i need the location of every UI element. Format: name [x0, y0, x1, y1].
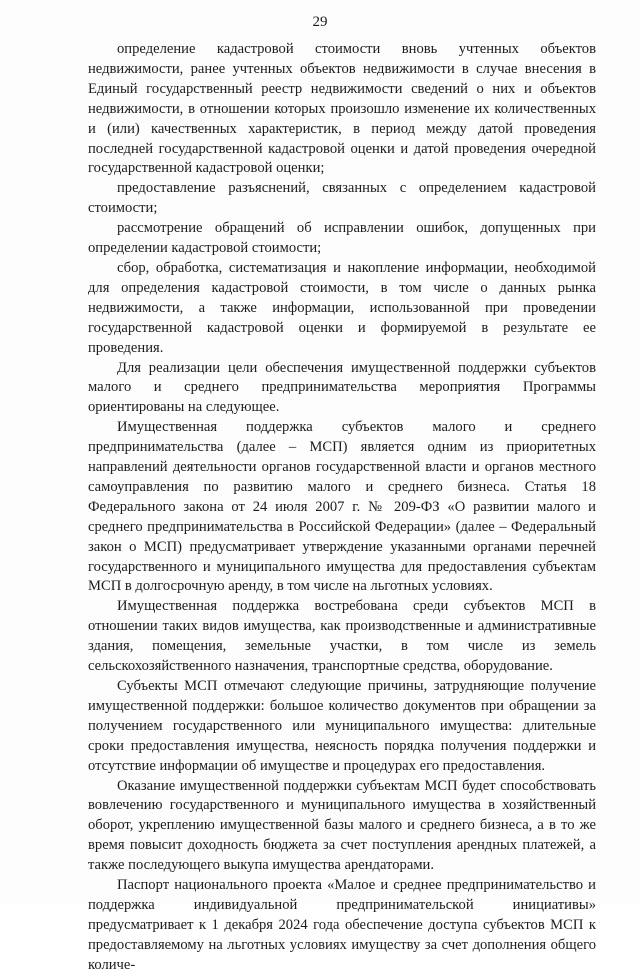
paragraph: сбор, обработка, систематизация и накопление информации, необходимой для определения кадастровой стоимости, в том числе о данных рынка недвижимости, а также информации, использованной при проведении государственной кадастровой оценки и формируемой в результате ее проведения.	[88, 259, 596, 356]
paragraph: предоставление разъяснений, связанных с определением кадастровой стоимости;	[88, 180, 596, 217]
paragraph: Паспорт национального проекта «Малое и среднее предпринимательство и поддержка индивидуальной предпринимательской инициативы» предусматривает к 1 декабря 2024 года обеспечение доступа субъектов МСП к предоставляемому на льготных условиях имуществу за счет дополнения общего количе-	[88, 877, 596, 973]
paragraph: Имущественная поддержка субъектов малого и среднего предпринимательства (далее – МСП) является одним из приоритетных направлений деятельности органов государственной власти и органов местного самоуправления по развитию малого и среднего бизнеса. Статья 18 Федерального закона от 24 июля 2007 г. № 209-ФЗ «О развитии малого и среднего предпринимательства в Российской Федерации» (далее – Федеральный закон о МСП) предусматривает утверждение указанными органами перечней государственного и муниципального имущества для предоставления субъектам МСП в долгосрочную аренду, в том числе на льготных условиях.	[88, 419, 596, 595]
document-body	[88, 40, 596, 976]
paragraph: рассмотрение обращений об исправлении ошибок, допущенных при определении кадастровой стоимости;	[88, 220, 596, 257]
paragraph: Оказание имущественной поддержки субъектам МСП будет способствовать вовлечению государственного и муниципального имущества в хозяйственный оборот, укреплению имущественной базы малого и среднего бизнеса, а в то же время повысит доходность бюджета за счет поступления арендных платежей, а также последующего выкупа имущества арендаторами.	[88, 777, 596, 874]
paragraph: определение кадастровой стоимости вновь учтенных объектов недвижимости, ранее учтенных объектов недвижимости в случае внесения в Единый государственный реестр недвижимости сведений о них и объектов недвижимости, в отношении которых произошло изменение их количественных и (или) качественных характеристик, в период между датой проведения последней государственной кадастровой оценки и датой проведения очередной государственной кадастровой оценки;	[88, 41, 596, 177]
paragraph: Для реализации цели обеспечения имущественной поддержки субъектов малого и среднего предпринимательства мероприятия Программы ориентированы на следующее.	[88, 359, 596, 416]
paragraph: Субъекты МСП отмечают следующие причины, затрудняющие получение имущественной поддержки: большое количество документов при обращении за получением государственного или муниципального имущества: длительные сроки предоставления имущества, неясность порядка получения поддержки и отсутствие информации об имуществе и процедурах его предоставления.	[88, 678, 596, 774]
paragraph: Имущественная поддержка востребована среди субъектов МСП в отношении таких видов имущества, как производственные и административные здания, помещения, земельные участки, в том числе из земель сельскохозяйственного назначения, транспортные средства, оборудование.	[88, 598, 596, 675]
page-number: 29	[312, 14, 328, 30]
